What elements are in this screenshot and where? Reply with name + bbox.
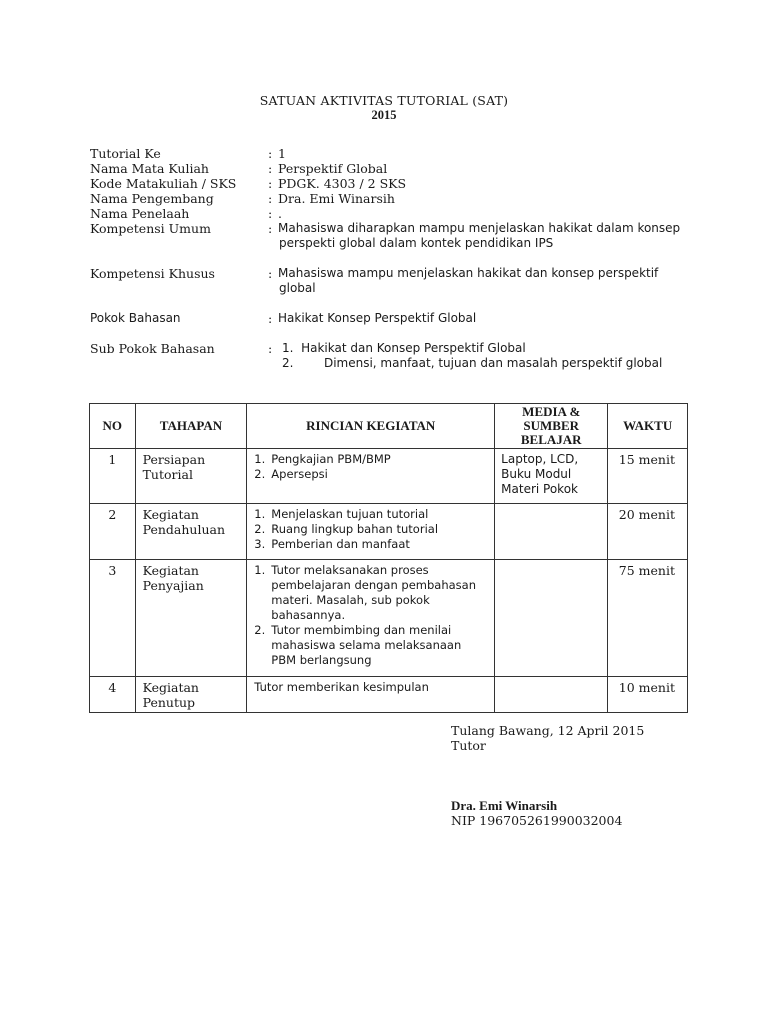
info-value: 1. Hakikat dan Konsep Perspektif Global <box>282 341 526 355</box>
cell-tahapan: Kegiatan Penyajian <box>135 560 247 677</box>
info-label: Nama Pengembang <box>90 191 214 206</box>
info-colon: : <box>268 176 273 191</box>
info-label: Sub Pokok Bahasan <box>90 341 215 356</box>
cell-media <box>495 560 608 677</box>
signature-role: Tutor <box>451 738 486 753</box>
table-row <box>90 560 688 677</box>
spacer <box>90 296 690 311</box>
info-colon: : <box>268 341 273 356</box>
info-row-kode-matakuliah <box>90 176 690 191</box>
document-year: 2015 <box>371 108 397 122</box>
table-row <box>90 677 688 713</box>
info-row-kompetensi-umum <box>90 221 690 236</box>
info-colon: : <box>268 161 273 176</box>
info-label: Kompetensi Umum <box>90 221 211 236</box>
info-row-sub-pokok-bahasan <box>90 341 690 356</box>
info-row-tutorial-ke <box>90 146 690 161</box>
cell-media: Laptop, LCD, Buku Modul Materi Pokok <box>495 449 608 504</box>
info-value: . <box>278 206 282 221</box>
info-colon: : <box>268 311 273 326</box>
info-value: PDGK. 4303 / 2 SKS <box>278 176 407 191</box>
table-row <box>90 449 688 504</box>
list-item: 2. Tutor membimbing dan menilai mahasiswa selama melaksanaan PBM berlangsung <box>254 623 462 667</box>
header-waktu: WAKTU <box>608 404 688 449</box>
cell-waktu: 15 menit <box>608 449 688 504</box>
info-row-nama-penelaah <box>90 206 690 221</box>
cell-rincian <box>247 560 495 677</box>
info-value-continuation: perspekti global dalam kontek pendidikan IPS <box>279 236 554 250</box>
info-row-kompetensi-khusus-cont <box>90 281 690 296</box>
table-header-row <box>90 404 688 449</box>
info-label: Kompetensi Khusus <box>90 266 215 281</box>
info-label: Nama Mata Kuliah <box>90 161 209 176</box>
cell-tahapan: Kegiatan Penutup <box>135 677 247 713</box>
cell-media <box>495 677 608 713</box>
info-value: Perspektif Global <box>278 161 388 176</box>
cell-no: 2 <box>90 504 136 560</box>
info-label: Pokok Bahasan <box>90 311 181 325</box>
info-row-kompetensi-khusus <box>90 266 690 281</box>
cell-waktu: 20 menit <box>608 504 688 560</box>
info-colon: : <box>268 266 273 281</box>
signature-space <box>451 753 644 798</box>
info-value-continuation: 2. Dimensi, manfaat, tujuan dan masalah perspektif global <box>282 356 663 370</box>
header-tahapan: TAHAPAN <box>135 404 247 449</box>
info-row-nama-mata-kuliah <box>90 161 690 176</box>
info-colon: : <box>268 146 273 161</box>
cell-tahapan: Kegiatan Pendahuluan <box>135 504 247 560</box>
info-label: Kode Matakuliah / SKS <box>90 176 237 191</box>
list-item: 2. Apersepsi <box>254 467 328 481</box>
cell-media <box>495 504 608 560</box>
cell-no: 1 <box>90 449 136 504</box>
document-title: SATUAN AKTIVITAS TUTORIAL (SAT) <box>259 93 509 108</box>
info-value: Mahasiswa diharapkan mampu menjelaskan hakikat dalam konsep <box>278 221 681 235</box>
list-item: 3. Pemberian dan manfaat <box>254 537 410 551</box>
info-row-nama-pengembang <box>90 191 690 206</box>
cell-no: 4 <box>90 677 136 713</box>
list-item: 1. Pengkajian PBM/BMP <box>254 452 391 466</box>
list-item: 2. Ruang lingkup bahan tutorial <box>254 522 439 536</box>
spacer <box>90 326 690 341</box>
info-colon: : <box>268 191 273 206</box>
cell-no: 3 <box>90 560 136 677</box>
info-value: Dra. Emi Winarsih <box>278 191 395 206</box>
info-colon: : <box>268 221 273 236</box>
list-item: 1. Tutor melaksanakan proses pembelajaran dengan pembahasan materi. Masalah, sub pokok bahasannya. <box>254 563 476 622</box>
cell-rincian <box>247 504 495 560</box>
info-value: 1 <box>278 146 286 161</box>
cell-waktu: 75 menit <box>608 560 688 677</box>
activity-table <box>89 403 688 713</box>
signature-block <box>451 723 644 828</box>
table-row <box>90 504 688 560</box>
cell-rincian <box>247 449 495 504</box>
info-colon: : <box>268 206 273 221</box>
cell-tahapan: Persiapan Tutorial <box>135 449 247 504</box>
cell-waktu: 10 menit <box>608 677 688 713</box>
cell-rincian: Tutor memberikan kesimpulan <box>247 677 495 713</box>
info-row-pokok-bahasan <box>90 311 690 326</box>
document-title-block <box>0 93 768 123</box>
info-row-kompetensi-umum-cont <box>90 236 690 251</box>
header-rincian: RINCIAN KEGIATAN <box>247 404 495 449</box>
info-section <box>90 146 690 371</box>
info-label: Nama Penelaah <box>90 206 190 221</box>
info-value: Mahasiswa mampu menjelaskan hakikat dan konsep perspektif <box>278 266 659 280</box>
info-label: Tutorial Ke <box>90 146 161 161</box>
info-value-continuation: global <box>279 281 316 295</box>
info-row-sub-pokok-bahasan-cont <box>90 356 690 371</box>
list-item: 1. Menjelaskan tujuan tutorial <box>254 507 429 521</box>
signature-nip: NIP 196705261990032004 <box>451 813 623 828</box>
spacer <box>90 251 690 266</box>
header-media: MEDIA & SUMBER BELAJAR <box>495 404 608 449</box>
place-date: Tulang Bawang, 12 April 2015 <box>451 723 645 738</box>
header-no: NO <box>90 404 136 449</box>
info-value: Hakikat Konsep Perspektif Global <box>278 311 477 325</box>
signature-name: Dra. Emi Winarsih <box>451 798 558 813</box>
